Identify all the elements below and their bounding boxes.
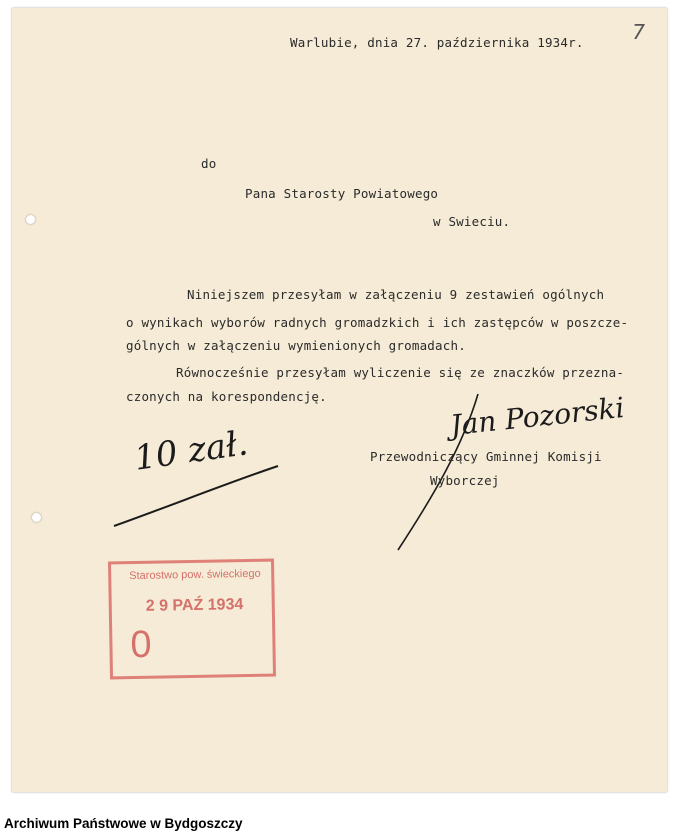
received-stamp [108, 559, 276, 680]
body-line: czonych na korespondencję. [126, 389, 327, 404]
archive-footer [0, 808, 681, 840]
body-line: gólnych w załączeniu wymienionych gromadach. [126, 338, 466, 353]
handwritten-attachments-note: 10 zał. [131, 423, 251, 479]
handwritten-stroke [110, 460, 285, 535]
signatory-title: Przewodniczący Gminnej Komisji [370, 449, 602, 464]
recipient-city: w Swieciu. [433, 214, 511, 229]
place-date: Warlubie, dnia 27. października 1934r. [290, 35, 584, 50]
stamp-office: Starostwo pow. świeckiego [129, 567, 261, 583]
signature: Jan Pozorski [448, 390, 626, 443]
punch-hole [26, 215, 35, 224]
stamp-number: 0 [130, 623, 152, 667]
body-line: o wynikach wyborów radnych gromadzkich i ich zastępców w poszcze- [126, 315, 629, 330]
document-page [12, 8, 667, 792]
recipient: Pana Starosty Powiatowego [245, 186, 439, 201]
archive-name: Archiwum Państwowe w Bydgoszczy [4, 816, 243, 831]
body-line: Niniejszem przesyłam w załączeniu 9 zestawień ogólnych [187, 287, 605, 302]
page-number: 7 [632, 20, 645, 44]
stamp-date: 2 9 PAŹ 1934 [145, 596, 244, 615]
punch-hole [32, 513, 41, 522]
body-line: Równocześnie przesyłam wyliczenie się ze znaczków przezna- [176, 365, 625, 380]
salutation-to: do [201, 156, 217, 171]
signatory-title: Wyborczej [430, 473, 500, 488]
